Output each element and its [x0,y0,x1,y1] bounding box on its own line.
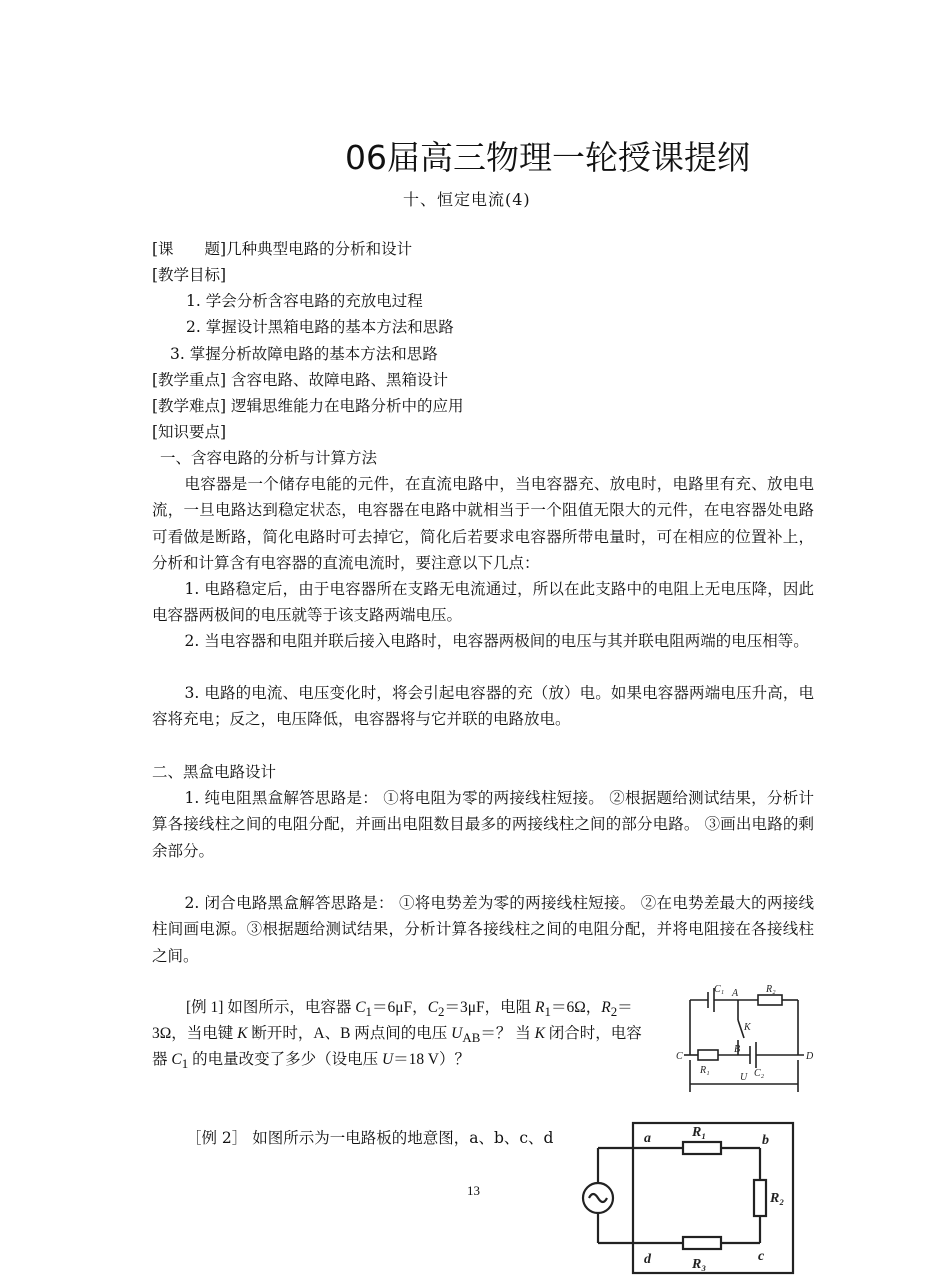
label-r1: R₁ [692,1125,707,1140]
section1-point-2: 2. 当电容器和电阻并联后接入电路时，电容器两极间的电压与其并联电阻两端的电压相等。 [184,632,809,650]
label-c: c [758,1249,765,1264]
example1-line-1: [例 1] 如图所示，电容器 $C_1=6\mu F$，$C_2=3\mu F$，电阻 $R_1=6\Omega$，$R_2=$ [186,999,633,1020]
resistor-r1 [698,1050,718,1060]
label-c1: C₁ [714,984,725,995]
topic-line: [课 题]几种典型电路的分析和设计 [152,240,413,258]
label-r2: R₂ [766,984,776,995]
difficulties-line: [教学难点] 逻辑思维能力在电路分析中的应用 [152,397,464,415]
page-number: 13 [467,1183,480,1198]
section2-heading: 二、黑盒电路设计 [152,763,277,781]
label-r2: R₂ [770,1191,785,1206]
example2-line-1: ［例 2］ 如图所示为一电路板的地意图，a、b、c、d [186,1129,554,1147]
section2-paragraph-1: 1. 纯电阻黑盒解答思路是： ①将电阻为零的两接线柱短接。 ②根据题给测试结果，分析计算各接线柱之间的电阻分配，并画出电阻数目最多的两接线柱之间的部分电路。 ③画出电路的剩余部分。 [152,789,814,860]
resistor-r1 [683,1142,721,1154]
label-b: b [762,1133,769,1148]
example1-line-3: 器 $C_1$ 的电量改变了多少（设电压 U＝18 V）？ [152,1051,470,1072]
section1-heading: 一、含容电路的分析与计算方法 [160,449,378,467]
goals-label: [教学目标] [152,266,227,284]
section1-point-3: 3. 电路的电流、电压变化时，将会引起电容器的充（放）电。如果电容器两端电压升高，电容将充电；反之，电压降低，电容器将与它并联的电路放电。 [152,684,814,729]
resistor-r2 [758,995,782,1005]
section1-point-1: 1. 电路稳定后，由于电容器所在支路无电流通过，所以在此支路中的电阻上无电压降，因此电容器两极间的电压就等于该支路两端电压。 [152,580,814,625]
label-u: U [740,1072,748,1083]
page-subtitle: 十、恒定电流(4) [403,190,531,209]
section2-paragraph-2: 2. 闭合电路黑盒解答思路是： ①将电势差为零的两接线柱短接。 ②在电势差最大的两接线柱间画电源。③根据题给测试结果，分析计算各接线柱之间的电阻分配，并将电阻接在各接线柱之间。 [152,894,814,965]
label-k: K [744,1022,751,1033]
page-title: 06届高三物理一轮授课提纲 [345,138,750,177]
section1-intro: 电容器是一个储存电能的元件，在直流电路中，当电容器充、放电时，电路里有充、放电电流，一旦电路达到稳定状态，电容器在电路中就相当于一个阻值无限大的元件，在电容器处电路可看做是断路，简化电路时可去掉它，简化后若要求电容器所带电量时，可在相应的位置补上，分析和计算含有电容器的直流电流时，要注意以下几点： [152,475,814,572]
label-r1: R₁ [700,1065,710,1076]
label-d: d [644,1252,651,1267]
knowledge-label: [知识要点] [152,423,227,441]
example1-line-2: 3Ω，当电键 K 断开时，A、B 两点间的电压 $U_{AB}=$？ 当 K 闭合时，电容 [152,1025,642,1046]
label-b: B [734,1044,741,1055]
goal-item-1: 1. 学会分析含容电路的充放电过程 [186,292,423,310]
label-a: A [732,988,739,999]
label-c: C [676,1051,683,1062]
label-r3: R₃ [692,1257,707,1272]
label-d: D [806,1051,814,1062]
resistor-r3 [683,1237,721,1249]
example2-circuit-diagram [578,1118,798,1278]
label-c2: C₂ [754,1068,765,1079]
resistor-r2 [754,1180,766,1216]
key-points-line: [教学重点] 含容电路、故障电路、黑箱设计 [152,371,449,389]
goal-item-3: 3. 掌握分析故障电路的基本方法和思路 [170,345,438,363]
label-a: a [644,1131,651,1146]
example1-circuit-diagram [670,980,820,1100]
goal-item-2: 2. 掌握设计黑箱电路的基本方法和思路 [186,318,454,336]
